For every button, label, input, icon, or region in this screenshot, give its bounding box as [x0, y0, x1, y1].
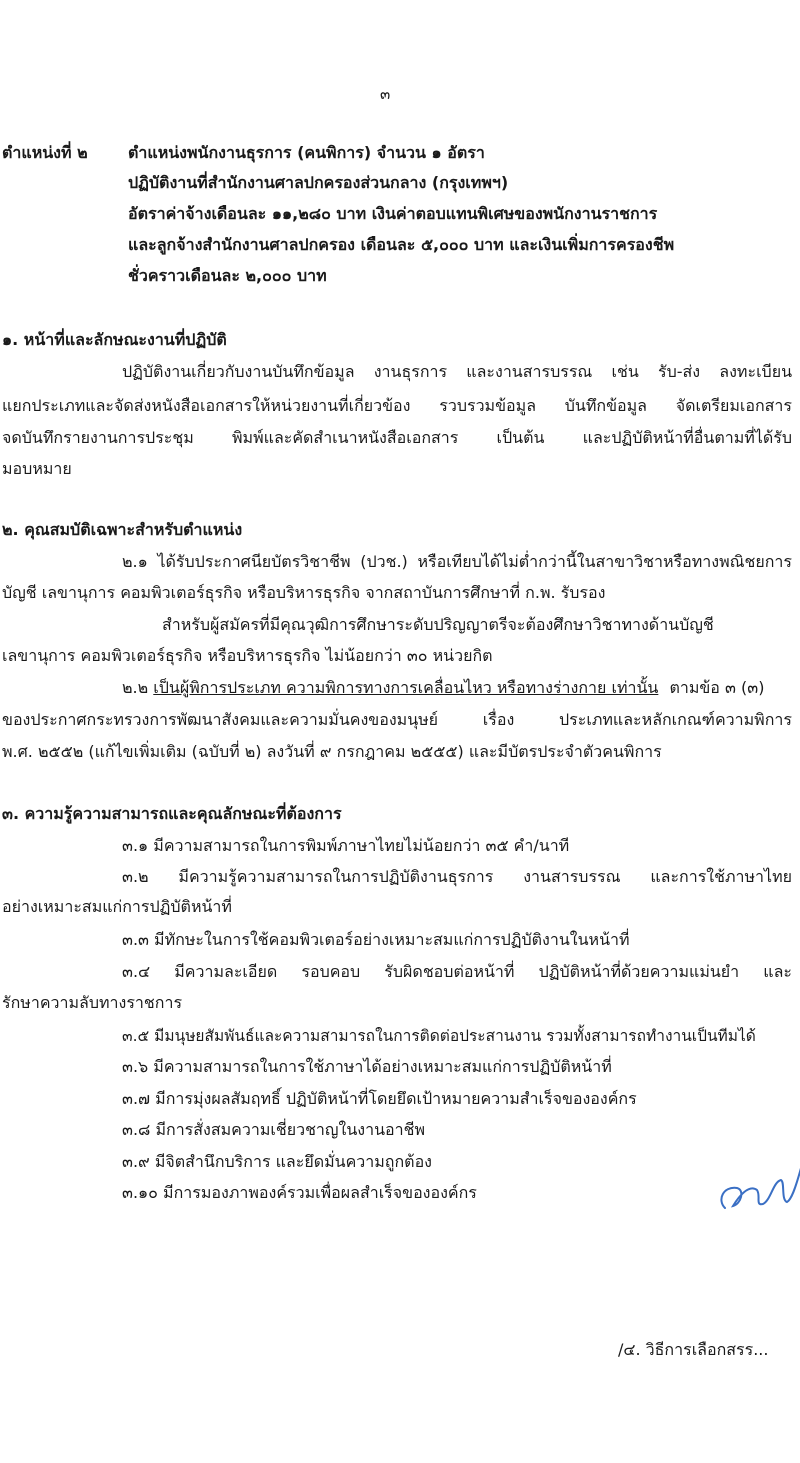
paragraph-line: เลขานุการ คอมพิวเตอร์ธุรกิจ หรือบริหารธุรกิจ ไม่น้อยกว่า ๓๐ หน่วยกิต [2, 646, 493, 665]
list-item-continued: รักษาความลับทางราชการ [2, 993, 183, 1012]
list-item: ๓.๖ มีความสามารถในการใช้ภาษาได้อย่างเหมาะสมแก่การปฏิบัติหน้าที่ [122, 1057, 612, 1076]
item-2-2-line [122, 678, 764, 698]
list-item: ๓.๒ มีความรู้ความสามารถในการปฏิบัติงานธุรการ งานสารบรรณ และการใช้ภาษาไทย [122, 867, 792, 886]
list-item-continued: อย่างเหมาะสมแก่การปฏิบัติหน้าที่ [2, 897, 232, 916]
paragraph-line: แยกประเภทและจัดส่งหนังสือเอกสารให้หน่วยงานที่เกี่ยวข้อง รวบรวมข้อมูล บันทึกข้อมูล จัดเตรียมเอกสาร [2, 396, 792, 415]
section-1-heading: ๑. หน้าที่และลักษณะงานที่ปฏิบัติ [2, 330, 227, 349]
list-item: ๓.๙ มีจิตสำนึกบริการ และยึดมั่นความถูกต้อง [122, 1152, 432, 1171]
section-3-heading: ๓. ความรู้ความสามารถและคุณลักษณะที่ต้องการ [2, 804, 342, 823]
list-item: ๓.๑ มีความสามารถในการพิมพ์ภาษาไทยไม่น้อยกว่า ๓๕ คำ/นาที [122, 836, 570, 855]
continuation-note: /๔. วิธีการเลือกสรร... [618, 1340, 769, 1359]
paragraph-line: ของประกาศกระทรวงการพัฒนาสังคมและความมั่นคงของมนุษย์ เรื่อง ประเภทและหลักเกณฑ์ความพิการ [2, 710, 792, 729]
position-line: ตำแหน่งพนักงานธุรการ (คนพิการ) จำนวน ๑ อัตรา [128, 143, 485, 162]
list-item: ๓.๔ มีความละเอียด รอบคอบ รับผิดชอบต่อหน้าที่ ปฏิบัติหน้าที่ด้วยความแม่นยำ และ [122, 962, 792, 981]
list-item: ๓.๑๐ มีการมองภาพองค์รวมเพื่อผลสำเร็จขององค์กร [122, 1183, 477, 1202]
item-2-2-suffix: ตามข้อ ๓ (๓) [669, 678, 765, 697]
paragraph-line: บัญชี เลขานุการ คอมพิวเตอร์ธุรกิจ หรือบริหารธุรกิจ จากสถาบันการศึกษาที่ ก.พ. รับรอง [2, 583, 606, 602]
position-line: ปฏิบัติงานที่สำนักงานศาลปกครองส่วนกลาง (กรุงเทพฯ) [128, 173, 509, 192]
position-line: อัตราค่าจ้างเดือนละ ๑๑,๒๘๐ บาท เงินค่าตอบแทนพิเศษของพนักงานราชการ [128, 204, 658, 223]
paragraph-line: ๒.๑ ได้รับประกาศนียบัตรวิชาชีพ (ปวช.) หรือเทียบได้ไม่ต่ำกว่านี้ในสาขาวิชาหรือทางพณิชยการ [122, 552, 792, 571]
list-item: ๓.๕ มีมนุษยสัมพันธ์และความสามารถในการติดต่อประสานงาน รวมทั้งสามารถทำงานเป็นทีมได้ [122, 1027, 756, 1045]
list-item: ๓.๘ มีการสั่งสมความเชี่ยวชาญในงานอาชีพ [122, 1120, 426, 1139]
item-2-2-number: ๒.๒ [122, 678, 149, 697]
list-item: ๓.๗ มีการมุ่งผลสัมฤทธิ์ ปฏิบัติหน้าที่โดยยึดเป้าหมายความสำเร็จขององค์กร [122, 1089, 637, 1108]
paragraph-line: จดบันทึกรายงานการประชุม พิมพ์และคัดสำเนาหนังสือเอกสาร เป็นต้น และปฏิบัติหน้าที่อื่นตามที่ได้รับ [2, 428, 792, 447]
paragraph-line: สำหรับผู้สมัครที่มีคุณวุฒิการศึกษาระดับปริญญาตรีจะต้องศึกษาวิชาทางด้านบัญชี [162, 615, 714, 634]
page-number: ๓ [380, 85, 391, 103]
signature-icon [715, 1160, 800, 1230]
paragraph-line: ปฏิบัติงานเกี่ยวกับงานบันทึกข้อมูล งานธุรการ และงานสารบรรณ เช่น รับ-ส่ง ลงทะเบียน [122, 362, 792, 381]
section-2-heading: ๒. คุณสมบัติเฉพาะสำหรับตำแหน่ง [2, 520, 243, 539]
position-line: และลูกจ้างสำนักงานศาลปกครอง เดือนละ ๕,๐๐๐ บาท และเงินเพิ่มการครองชีพ [128, 235, 675, 254]
position-label: ตำแหน่งที่ ๒ [2, 143, 88, 162]
paragraph-line: มอบหมาย [2, 459, 72, 478]
paragraph-line: พ.ศ. ๒๕๕๒ (แก้ไขเพิ่มเติม (ฉบับที่ ๒) ลงวันที่ ๙ กรกฎาคม ๒๕๕๕) และมีบัตรประจำตัวคนพิการ [2, 742, 662, 761]
position-line: ชั่วคราวเดือนละ ๒,๐๐๐ บาท [128, 266, 327, 285]
list-item: ๓.๓ มีทักษะในการใช้คอมพิวเตอร์อย่างเหมาะสมแก่การปฏิบัติงานในหน้าที่ [122, 930, 630, 949]
item-2-2-underlined: เป็นผู้พิการประเภท ความพิการทางการเคลื่อนไหว หรือทางร่างกาย เท่านั้น [153, 678, 659, 697]
